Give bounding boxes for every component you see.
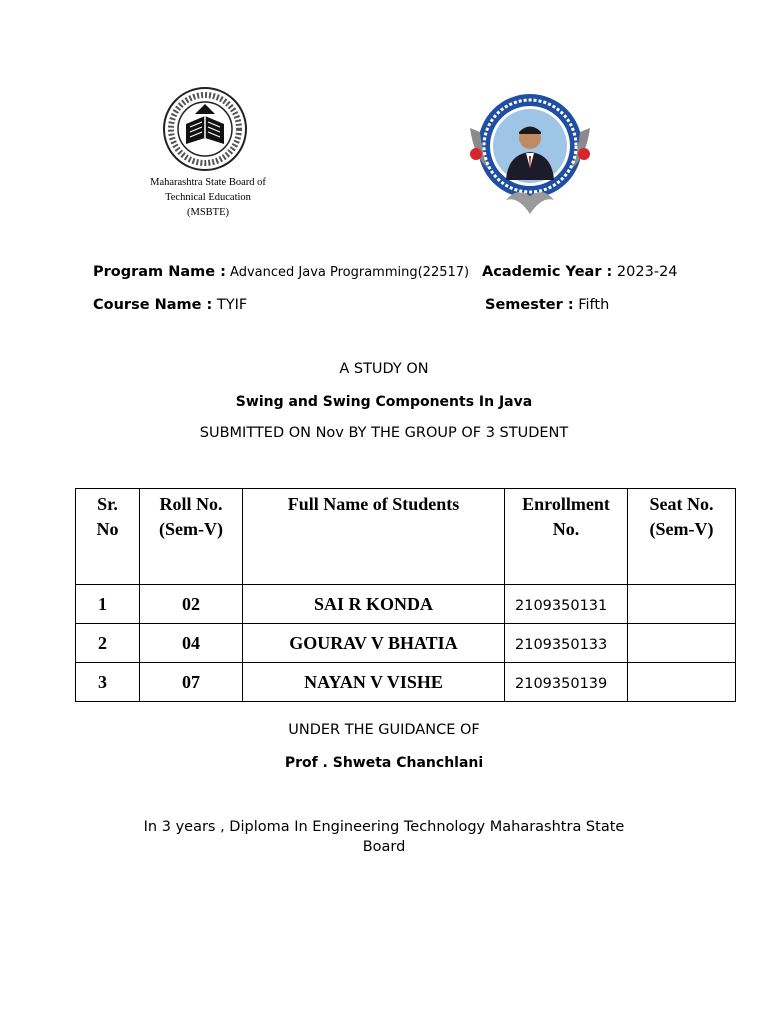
course-name-value: TYIF (212, 297, 248, 313)
table-row (76, 624, 736, 663)
header-roll-no: Roll No. (Sem-V) (140, 489, 243, 585)
cell-seat (628, 624, 736, 663)
program-name (93, 264, 469, 280)
students-table (75, 488, 736, 702)
semester-value: Fifth (573, 297, 610, 313)
msbte-caption-line1: Maharashtra State Board of (150, 177, 266, 188)
msbte-seal-icon (162, 86, 248, 172)
study-title: Swing and Swing Components In Java (235, 394, 533, 410)
semester-label: Semester : (485, 297, 574, 313)
header-sr-no: Sr. No (76, 489, 140, 585)
course-name-label: Course Name : (93, 297, 213, 313)
footer-line1: In 3 years , Diploma In Engineering Technology Maharashtra State (143, 819, 625, 835)
course-name (93, 297, 247, 313)
cell-roll: 02 (140, 585, 243, 624)
guide-name: Prof . Shweta Chanchlani (284, 755, 484, 771)
academic-year-value: 2023-24 (612, 264, 678, 280)
program-name-value: Advanced Java Programming(22517) (225, 265, 470, 280)
cell-enrollment: 2109350133 (505, 624, 628, 663)
trust-emblem-icon (466, 88, 594, 224)
cell-name: GOURAV V BHATIA (243, 624, 505, 663)
header-seat-no: Seat No. (Sem-V) (628, 489, 736, 585)
cell-sr: 1 (76, 585, 140, 624)
cell-name: SAI R KONDA (243, 585, 505, 624)
cell-enrollment: 2109350131 (505, 585, 628, 624)
cell-name: NAYAN V VISHE (243, 663, 505, 702)
msbte-logo (138, 86, 278, 220)
academic-year (482, 264, 678, 280)
msbte-caption-line3: (MSBTE) (187, 207, 229, 218)
table-row (76, 585, 736, 624)
guidance-heading: UNDER THE GUIDANCE OF (288, 722, 480, 738)
study-heading: A STUDY ON (339, 361, 429, 377)
cell-sr: 3 (76, 663, 140, 702)
cell-roll: 04 (140, 624, 243, 663)
footer-line2: Board (362, 839, 406, 855)
program-name-label: Program Name : (93, 264, 226, 280)
header-full-name: Full Name of Students (243, 489, 505, 585)
cell-roll: 07 (140, 663, 243, 702)
submitted-line: SUBMITTED ON Nov BY THE GROUP OF 3 STUDENT (199, 425, 569, 441)
cell-seat (628, 663, 736, 702)
academic-year-label: Academic Year : (482, 264, 613, 280)
table-row (76, 663, 736, 702)
semester (485, 297, 609, 313)
table-header-row (76, 489, 736, 585)
msbte-caption-line2: Technical Education (165, 192, 251, 203)
cell-seat (628, 585, 736, 624)
header-enrollment-no: Enrollment No. (505, 489, 628, 585)
cell-sr: 2 (76, 624, 140, 663)
cell-enrollment: 2109350139 (505, 663, 628, 702)
